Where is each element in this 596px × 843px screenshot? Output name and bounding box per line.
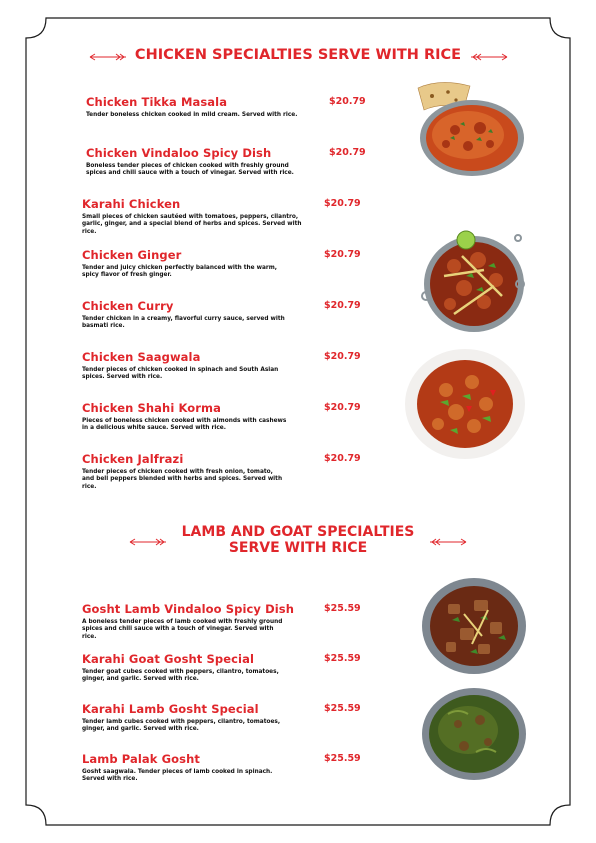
karahi-chicken-bowl-image [414,226,534,336]
chicken-jalfrezi-bowl-image [402,346,528,462]
item-description: Tender pieces of chicken cooked with fresh onion, tomato, and bell peppers blended with herbs and spices. Served with rice. [82,469,283,490]
item-price: $20.79 [329,147,366,158]
item-name: Lamb Palak Gosht [82,752,201,766]
item-description: Tender pieces of chicken cooked in spinach and South Asian spices. Served with rice. [82,367,279,381]
item-price: $25.59 [324,703,361,714]
tikka-masala-with-naan-image [410,80,528,180]
item-description: A boneless tender pieces of lamb cooked with freshly ground spices and chili sauce with a touch of vinegar. Served with rice. [82,619,283,640]
arrow-left-decoration [128,537,168,547]
item-name: Chicken Saagwala [82,350,201,364]
item-name: Chicken Curry [82,299,174,313]
item-price: $20.79 [324,198,361,209]
item-price: $20.79 [329,96,366,107]
item-name: Chicken Shahi Korma [82,401,222,415]
item-description: Tender chicken in a creamy, flavorful curry sauce, served with basmati rice. [82,316,285,330]
item-description: Tender lamb cubes cooked with peppers, cilantro, tomatoes, ginger, and garlic. Served with rice. [82,719,281,733]
item-name: Chicken Ginger [82,248,182,262]
item-description: Gosht saagwala. Tender pieces of lamb cooked in spinach. Served with rice. [82,769,273,783]
item-description: Pieces of boneless chicken cooked with almonds with cashews in a delicious white sauce. Served with rice. [82,418,287,432]
palak-gosht-bowl-image [418,684,530,784]
item-price: $25.59 [324,653,361,664]
section-title-line: CHICKEN SPECIALTIES SERVE WITH RICE [134,47,462,63]
item-name: Chicken Vindaloo Spicy Dish [86,146,272,160]
section-title-lamb [0,524,596,556]
item-description: Tender goat cubes cooked with peppers, cilantro, tomatoes, ginger, and garlic. Served with rice. [82,669,279,683]
item-description: Tender boneless chicken cooked in mild cream. Served with rice. [86,112,298,118]
section-title-line: LAMB AND GOAT SPECIALTIES [181,524,415,540]
item-price: $25.59 [324,753,361,764]
lamb-curry-bowl-image [418,574,530,678]
item-name: Karahi Goat Gosht Special [82,652,254,666]
item-price: $20.79 [324,453,361,464]
item-description: Small pieces of chicken sautéed with tomatoes, peppers, cilantro, garlic, ginger, and a special blend of herbs and spices. Served with rice. [82,214,302,235]
arrow-right-decoration [469,52,509,62]
item-description: Boneless tender pieces of chicken cooked with freshly ground spices and chili sauce with a touch of vinegar. Served with rice. [86,163,294,177]
arrow-left-decoration [88,52,128,62]
arrow-right-decoration [428,537,468,547]
item-price: $20.79 [324,249,361,260]
item-price: $25.59 [324,603,361,614]
item-price: $20.79 [324,402,361,413]
item-name: Karahi Lamb Gosht Special [82,702,259,716]
item-description: Tender and juicy chicken perfectly balanced with the warm, spicy flavor of fresh ginger. [82,265,277,279]
item-name: Gosht Lamb Vindaloo Spicy Dish [82,602,295,616]
item-price: $20.79 [324,300,361,311]
item-name: Chicken Tikka Masala [86,95,228,109]
item-name: Karahi Chicken [82,197,181,211]
item-name: Chicken Jalfrazi [82,452,184,466]
section-title-line: SERVE WITH RICE [228,540,368,556]
item-price: $20.79 [324,351,361,362]
